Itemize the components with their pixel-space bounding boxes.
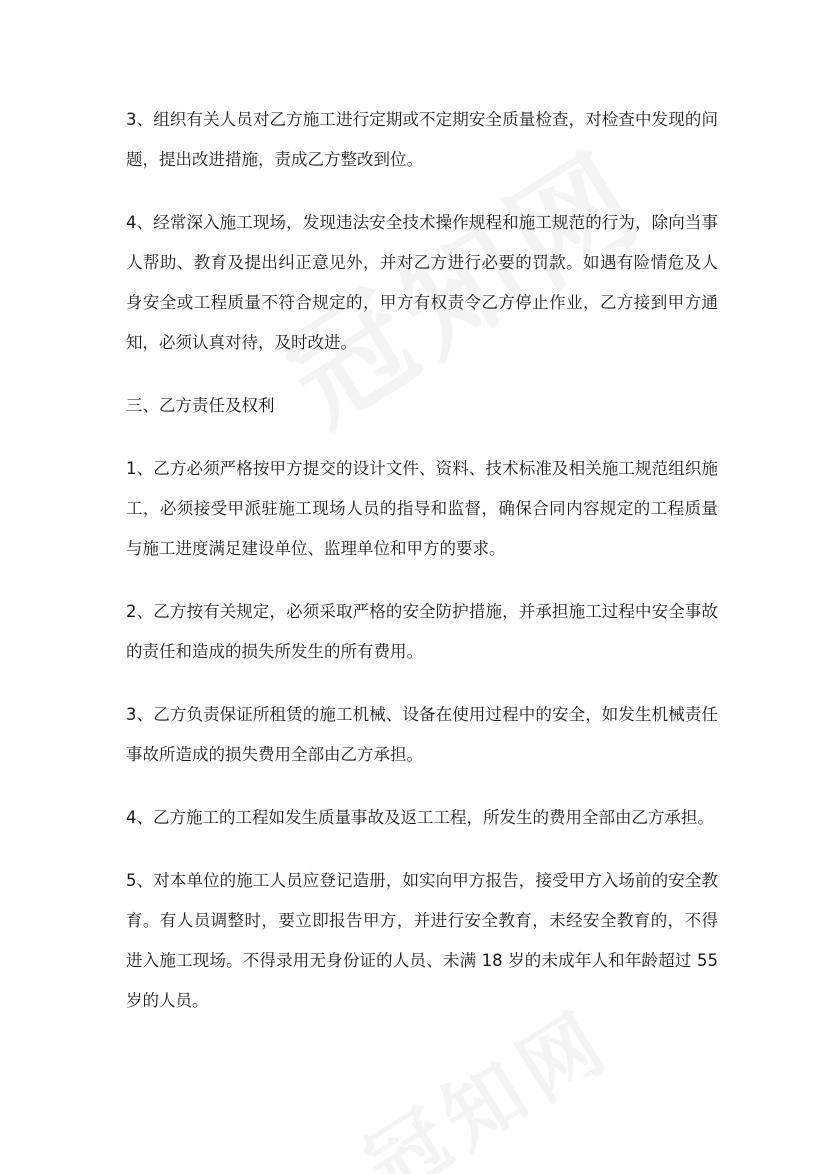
paragraph-item-4-quality-accidents: 4、乙方施工的工程如发生质量事故及返工工程，所发生的费用全部由乙方承担。 xyxy=(126,808,714,827)
paragraph-item-3-equipment: 3、乙方负责保证所租赁的施工机械、设备在使用过程中的安全，如发生机械责任事故所造成的损失费用全部由乙方承担。 xyxy=(126,705,718,764)
paragraph-item-5-personnel: 5、对本单位的施工人员应登记造册，如实向甲方报告，接受甲方入场前的安全教育。有人员调整时，要立即报告甲方，并进行安全教育，未经安全教育的，不得进入施工现场。不得录用无身份证的人员、未满 18 岁的未成年人和年龄超过 55 岁的人员。 xyxy=(126,871,718,1010)
paragraph-item-1-compliance: 1、乙方必须严格按甲方提交的设计文件、资料、技术标准及相关施工规范组织施工，必须接受甲派驻施工现场人员的指导和监督，确保合同内容规定的工程质量与施工进度满足建设单位、监理单位和甲方的要求。 xyxy=(126,459,718,558)
paragraph-item-3-inspection: 3、组织有关人员对乙方施工进行定期或不定期安全质量检查，对检查中发现的问题，提出改进措施，责成乙方整改到位。 xyxy=(126,110,718,169)
paragraph-item-2-safety-measures: 2、乙方按有关规定，必须采取严格的安全防护措施，并承担施工过程中安全事故的责任和造成的损失所发生的所有费用。 xyxy=(126,602,718,661)
document-body xyxy=(126,100,718,1044)
paragraph-item-4-site-supervision: 4、经常深入施工现场，发现违法安全技术操作规程和施工规范的行为，除向当事人帮助、教育及提出纠正意见外，并对乙方进行必要的罚款。如遇有险情危及人身安全或工程质量不符合规定的，甲方有权责令乙方停止作业，乙方接到甲方通知，必须认真对待，及时改进。 xyxy=(126,213,718,352)
section-heading-party-b-duties: 三、乙方责任及权利 xyxy=(126,396,275,415)
